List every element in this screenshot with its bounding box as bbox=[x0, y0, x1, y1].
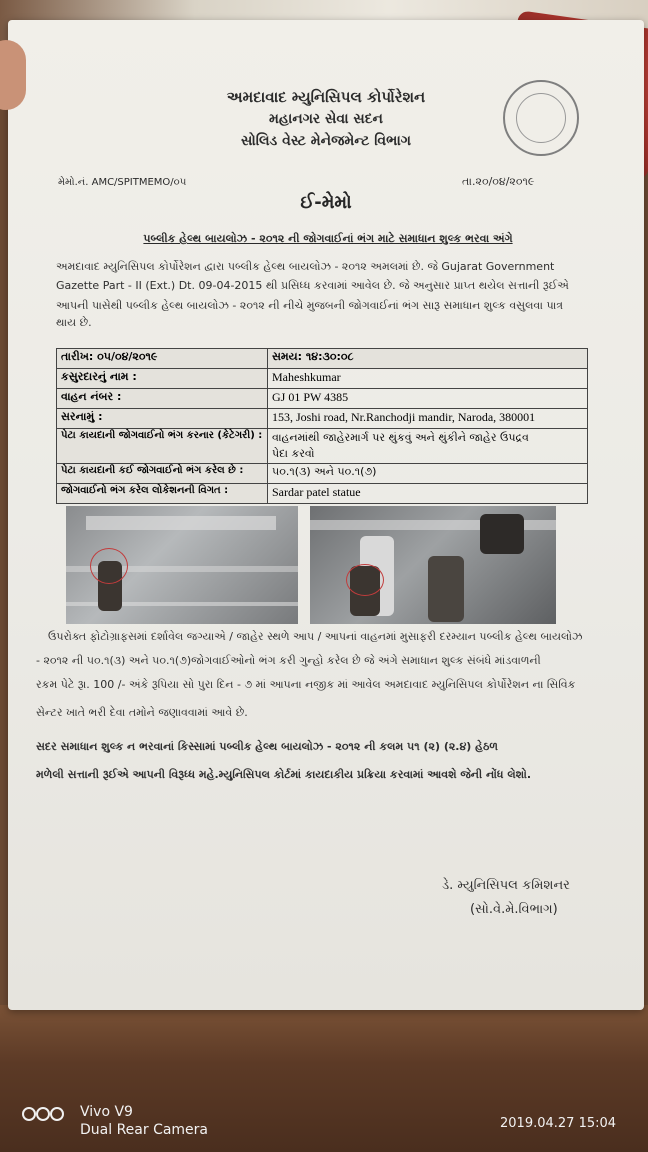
header-org-name: અમદાવાદ મ્યુનિસિપલ કોર્પોરેશન bbox=[226, 88, 426, 106]
section-value: ૫૦.૧(૩) અને ૫૦.૧(૭) bbox=[268, 464, 588, 484]
time-cell: સમય: ૧૪:૩૦:૦૮ bbox=[268, 349, 588, 369]
category-value-line-2: પેદા કરવો bbox=[272, 447, 315, 460]
thumb-holding-paper bbox=[0, 40, 26, 110]
body-line-1: ઉપરોક્ત ફોટોગ્રાફસમાં દર્શાવેલ જગ્યાએ / જાહેર સ્થળે આપ / આપનાં વાહનમાં મુસાફરી દરમ્યાન પબ્લીક હેલ્થ બાયલોઝ bbox=[48, 630, 583, 643]
location-label: જોગવાઈનો ભંગ કરેલ લોકેશનની વિગત : bbox=[57, 484, 268, 504]
memo-details-table bbox=[56, 348, 588, 504]
section-label: પેટા કાયદાની કઈ જોગવાઈનો ભંગ કરેલ છે : bbox=[57, 464, 268, 484]
category-value bbox=[268, 429, 588, 464]
table-row bbox=[57, 409, 588, 429]
intro-line-3: આપની પાસેથી પબ્લીક હેલ્થ બાયલોઝ - ૨૦૧૨ ની નીચે મુજબની જોગવાઈનાં ભંગ સારૂ સમાધાન શુલ્ક વસુલવા પાત્ર bbox=[56, 299, 564, 312]
category-label: પેટા કાયદાની જોગવાઈનો ભંગ કરનાર (કેટેગરી) : bbox=[57, 429, 268, 464]
memo-paper bbox=[8, 20, 644, 1010]
body-line-4: સેન્ટર ખાતે ભરી દેવા તમોને જણાવવામાં આવે છે. bbox=[36, 706, 248, 719]
memo-date: તા.૨૦/૦૪/૨૦૧૯ bbox=[462, 175, 535, 188]
memo-number: મેમો.નં. AMC/SPITMEMO/૦૫ bbox=[58, 177, 187, 188]
camera-model: Vivo V9 bbox=[80, 1104, 133, 1120]
offender-value: Maheshkumar bbox=[268, 369, 588, 389]
warning-line-2: મળેલી સત્તાની રૂઈએ આપની વિરૂધ્ધ મહે.મ્યુનિસિપલ કોર્ટમાં કાયદાકીય પ્રક્રિયા કરવામાં આવશે જેની નોંધ લેશો. bbox=[36, 768, 532, 781]
date-cell: તારીખ: ૦૫/૦૪/૨૦૧૯ bbox=[57, 349, 268, 369]
header-office: મહાનગર સેવા સદન bbox=[269, 111, 383, 127]
location-value: Sardar patel statue bbox=[268, 484, 588, 504]
body-line-3: રકમ પેટે રૂા. 100 /- અંકે રૂપિયા સો પુરા દિન - ૭ માં આપના નજીક માં આવેલ અમદાવાદ મ્યુનિસિપલ કોર્પોરેશન ના સિવિક bbox=[36, 678, 576, 691]
header-department: સોલિડ વેસ્ટ મેનેજમેન્ટ વિભાગ bbox=[240, 133, 412, 149]
camera-mode: Dual Rear Camera bbox=[80, 1122, 209, 1138]
vehicle-label: વાહન નંબર : bbox=[57, 389, 268, 409]
intro-line-1: અમદાવાદ મ્યુનિસિપલ કોર્પોરેશન દ્વારા પબ્લીક હેલ્થ બાયલોઝ - ૨૦૧૨ અમલમાં છે. જે Gujarat Government bbox=[56, 260, 555, 273]
signature-department: (સો.વે.મે.વિભાગ) bbox=[470, 902, 558, 917]
signature-title: ડે. મ્યુનિસિપલ કમિશનર bbox=[442, 878, 570, 893]
address-value: 153, Joshi road, Nr.Ranchodji mandir, Naroda, 380001 bbox=[268, 409, 588, 429]
warning-line-1: સદર સમાધાન શુલ્ક ન ભરવાનાં કિસ્સામાં પબ્લીક હેલ્થ બાયલોઝ - ૨૦૧૨ ની કલમ ૫૧ (૨) (૨.૪) હેઠળ bbox=[36, 740, 498, 753]
address-label: સરનામું : bbox=[57, 409, 268, 429]
table-row bbox=[57, 369, 588, 389]
body-line-2: - ૨૦૧૨ ની ૫૦.૧(૩) અને ૫૦.૧(૭)જોગવાઈઓનો ભંગ કરી ગુન્હો કરેલ છે જે અંગે સમાધાન શુલ્ક સંબંધે માંડવાળની bbox=[36, 654, 541, 667]
intro-line-2: Gazette Part - II (Ext.) Dt. 09-04-2015 થી પ્રસિધ્ધ કરવામાં આવેલ છે. જે અનુસાર પ્રાપ્ત થયેલ સત્તાની રૂઈએ bbox=[56, 279, 569, 292]
table-row bbox=[57, 349, 588, 369]
vivo-camera-logo bbox=[22, 1106, 66, 1122]
amc-seal-logo bbox=[503, 80, 579, 156]
camera-timestamp: 2019.04.27 15:04 bbox=[500, 1116, 617, 1131]
table-row bbox=[57, 389, 588, 409]
table-row bbox=[57, 464, 588, 484]
evidence-photo-1 bbox=[66, 506, 298, 624]
evidence-photo-2 bbox=[310, 506, 556, 624]
category-value-line-1: વાહનમાંથી જાહેરમાર્ગ પર થુંકવું અને થુંકીને જાહેર ઉપદ્રવ bbox=[272, 431, 529, 444]
intro-line-4: થાય છે. bbox=[56, 316, 92, 329]
table-row bbox=[57, 429, 588, 464]
vehicle-value: GJ 01 PW 4385 bbox=[268, 389, 588, 409]
memo-subject: પબ્લીક હેલ્થ બાયલોઝ - ૨૦૧૨ ની જોગવાઈનાં ભંગ માટે સમાધાન શુલ્ક ભરવા અંગે bbox=[143, 232, 513, 245]
offender-label: કસુરદારનું નામ : bbox=[57, 369, 268, 389]
memo-title: ઈ-મેમો bbox=[300, 192, 352, 213]
table-row bbox=[57, 484, 588, 504]
